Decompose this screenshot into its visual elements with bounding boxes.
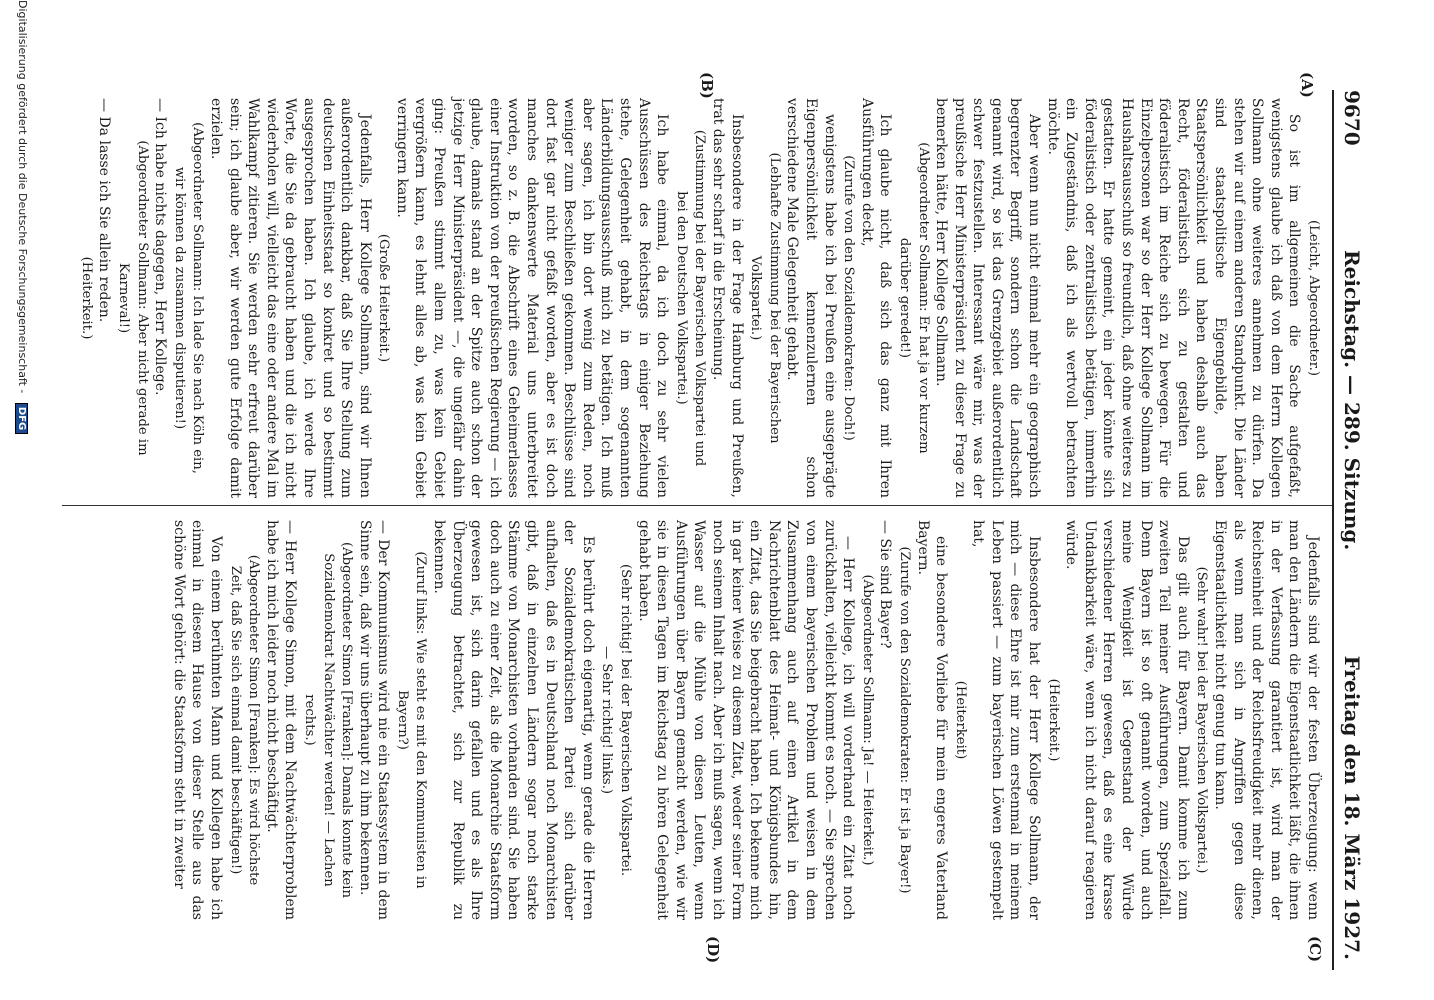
margin-mark-d: (D) <box>704 936 722 964</box>
paragraph: Von einem berühmten Mann und Kollegen habe ich einmal in diesem Hause von dieser Stelle aus das schöne Wort gehört: die Staatsform steht in zweiter <box>170 520 224 920</box>
reply-line: — Ich habe nichts dagegen, Herr Kollege. <box>152 98 169 396</box>
paragraph: So ist im allgemeinen die Sache aufgefaßt, wenigstens glaube ich daß von dem Herrn Kollegen Sollmann ohne weiteres annehmen zu dürfen. Da stehen wir auf einem anderen Standpunkt. Die Länder sind staatspolitische Eigengebilde, haben Staatspersönlichkeit und haben deshalb auch das Recht, föderalistisch sich zu gestalten und föderalistisch im Reiche sich zu bewegen. Für die Einzelpersonen war so der Herr Kollege Sollmann im Haushaltsausschuß so freundlich, daß ohne weiteres zu gestatten. Er hatte gemeint, ein jeder könnte sich föderalistisch oder zentralistisch betätigen, immerhin ein Zugeständnis, daß ich als wertvoll betrachten möchte. <box>1044 98 1303 498</box>
session-date: Freitag den 18. März 1927. <box>1340 655 1364 960</box>
dfg-logo: DFG <box>15 403 28 434</box>
paragraph: Ich habe einmal, da ich doch zu sehr vielen Ausschüssen des Reichstags in einiger Beziehung stehe, Gelegenheit gehabt, in dem sogenannten Länderbildungsausschuß mich zu betätigen. Ich muß aber sagen, ich bin dort wenig zum Reden, noch weniger zum Beschließen gekommen. Beschlüsse sind dort fast gar nicht gefaßt worden, aber es ist doch manches dankenswerte Material uns unterbreitet worden, so z. B. die Abschrift eines Geheimerlasses einer Instruktion von der preußischen Regierung — ich glaube, damals stand an der Spitze auch schon der jetzige Herr Ministerpräsident —, die ungefähr dahin ging: Preußen stimmt allem zu, was kein Gebiet vergrößern kann, es lehnt alles ab, was kein Gebiet verringern kann. <box>393 98 671 498</box>
session-title: Reichstag. — 289. Sitzung. <box>1340 250 1364 551</box>
paragraph: wenigstens habe ich bei Preußen eine ausgeprägte Eigenpersönlichkeit kennenzulernen schon verschiedene Male Gelegenheit gehabt. <box>784 98 838 498</box>
interjection: (Zurufe von den Sozialdemokraten: Doch!) <box>841 155 857 441</box>
interjection: (Heiterkeit) <box>952 680 968 760</box>
paragraph: eine besondere Vorliebe für mein engeres Vaterland Bayern. <box>914 520 950 920</box>
digitization-footer <box>15 0 29 1000</box>
interjection: — Sehr richtig! links.) <box>599 645 615 795</box>
header-rule <box>1332 90 1334 970</box>
paragraph: Jedenfalls sind wir der festen Überzeugung: wenn man den Ländern die Eigenstaatlichkeit läßt, die ihnen in der Verfassung garantiert ist, wird man der Reichseinheit und der Reichsfreudigkeit mehr dienen, als wenn man sich in Angriffen gegen diese Eigenstaatlichkeit nicht genug tun kann. <box>1212 520 1321 920</box>
column-divider <box>62 505 1332 506</box>
interjection: (Zurufe von den Sozialdemokraten: Er ist ja Bayer!) <box>896 546 912 894</box>
reply-line: — Herr Kollege Simon, mit dem Nachtwächterproblem habe ich mich leider noch nicht beschäftigt. <box>263 520 299 920</box>
interjection: (Lebhafte Zustimmung bei der Bayerischen Volkspartei.) <box>748 152 782 444</box>
interjection: (Sehr richtig! bei der Bayerischen Volkspartei. <box>618 563 634 877</box>
paragraph: Es berührt doch eigenartig, wenn gerade die Herren der Sozialdemokratischen Partei sich darüber aufhalten, daß es in Deutschland noch Monarchisten gibt, daß in einzelnen Ländern sogar noch starke Stämme von Monarchisten vorhanden sind. Sie haben doch auch zu einer Zeit, als die Monarchie Staatsform gewesen ist, sich darin gefallen und es als Ihre Überzeugung betrachtet, sich zur Republik zu bekennen. <box>431 520 596 920</box>
paragraph: — Herr Kollege, ich will vorderhand ein Zitat noch zurückhalten, vielleicht kommt es noch. — Sie sprechen von einem bayerischen Problem und weisen in dem Zusammenhang auch auf einen Artikel in dem Nachrichtenblatt des Heimat- und Königsbundes hin, ein Zitat, das Sie beigebracht haben. Ich bekenne mich in gar keiner Weise zu diesem Zitat, weder seiner Form noch seinem Inhalt nach. Aber ich muß sagen, wenn ich Wasser auf die Mühle von diesen Leuten, wenn Ausführungen über Bayern gemacht werden, wie wir sie in diesen Tagen im Reichstag zu hören Gelegenheit gehabt haben. <box>635 520 857 920</box>
page-number: 9670 <box>1340 90 1364 146</box>
paragraph: Das gilt auch für Bayern. Damit komme ich zum zweiten Teil meiner Ausführungen, zum Spezialfall. Denn Bayern ist so oft genannt worden, und auch meine Wenigkeit ist Gegenstand der Würde verschiedener Herren gewesen, daß es eine krasse Undankbarkeit wäre, wenn ich nicht darauf reagieren würde. <box>1063 520 1191 920</box>
paragraph: Insbesondere hat der Herr Kollege Sollmann, der mich — diese Ehre ist mir zum erstenmal in meinem Leben passiert — zum bayerischen Löwen gestempelt hat, <box>970 520 1043 920</box>
paragraph: Ich glaube nicht, daß sich das ganz mit Ihren Ausführungen deckt, <box>858 98 894 498</box>
speaker-line: (Leicht, Abgeordneter.) <box>1306 220 1321 376</box>
interjection: (Heiterkeit.) <box>1045 678 1061 762</box>
interjection: (Heiterkeit.) <box>78 256 94 340</box>
footer-text: Digitalisierung gefördert durch die Deutsche Forschungsgemeinschaft - <box>16 0 29 394</box>
margin-mark-c: (C) <box>1306 936 1324 963</box>
paragraph: Aber wenn nun nicht einmal mehr ein geographisch begrenzter Begriff, sondern schon die Landschaft genannt wird, so ist das Grenzgebiet außerordentlich schwer festzustellen. Interessant wäre mir, was der preußische Herr Ministerpräsident zu dieser Frage zu bemerken hätte, Herr Kollege Sollmann. <box>933 98 1043 498</box>
interjection: (Abgeordneter Simon [Franken]: Es wird höchste Zeit, daß Sie sich einmal damit beschäftigen!) <box>227 554 262 886</box>
left-column <box>76 98 1322 498</box>
right-column <box>169 520 1322 920</box>
margin-mark-b: (B) <box>698 72 716 99</box>
interjection: (Abgeordneter Sollmann: Ja! — Heiterkeit.) <box>859 574 875 866</box>
interjection: (Abgeordneter Simon [Franken]: Damals konnte kein Sozialdemokrat Nachtwächter werden! — Lachen rechts.) <box>301 541 355 899</box>
reply-line: — Der Kommunismus wird nie ein Staatssystem in dem Sinne sein, daß wir uns überhaupt zu ihm bekennen. <box>356 520 392 920</box>
interjection: (Zuruf links: Wie steht es mit den Kommunisten in Bayern?) <box>394 551 429 889</box>
interjection: (Abgeordneter Sollmann: Ich lade Sie nach Köln ein, wir können da zusammen disputieren!) <box>171 122 206 474</box>
interjection: (Zustimmung bei der Bayerischen Volkspartei und bei den Deutschen Volkspartei.) <box>673 129 708 467</box>
interjection: (Abgeordneter Sollmann: Er hat ja vor kurzem darüber geredet!) <box>896 142 931 454</box>
paragraph: Insbesondere in der Frage Hamburg und Preußen, trat das sehr scharf in die Erscheinung. <box>710 98 745 498</box>
paragraph: Jedenfalls, Herr Kollege Sollmann, sind wir Ihnen außerordentlich dankbar, daß Sie Ihre Stellung zum deutschen Einheitsstaat so konkret und so bestimmt ausgesprochen haben. Ich glaube, ich werde Ihre Worte, die Sie da gebraucht haben und die ich nicht wiederholen will, vielleicht das eine oder andere Mal im Wahlkampf zitieren. Sie werden sehr erfreut darüber sein; ich glaube aber, wir werden gute Erfolge damit erzielen. <box>207 98 373 498</box>
reply-line: — Sie sind Bayer? <box>877 520 894 649</box>
margin-mark-a: (A) <box>1298 72 1316 98</box>
reply-line: — Da lasse ich Sie allein reden. <box>96 98 113 323</box>
interjection: (Sehr wahr! bei der Bayerischen Volkspartei.) <box>1194 566 1210 874</box>
page-header <box>1334 90 1364 960</box>
interjection: (Große Heiterkeit.) <box>376 233 392 363</box>
interjection: (Abgeordneter Sollmann: Aber nicht gerade im Karneval!) <box>116 140 150 456</box>
